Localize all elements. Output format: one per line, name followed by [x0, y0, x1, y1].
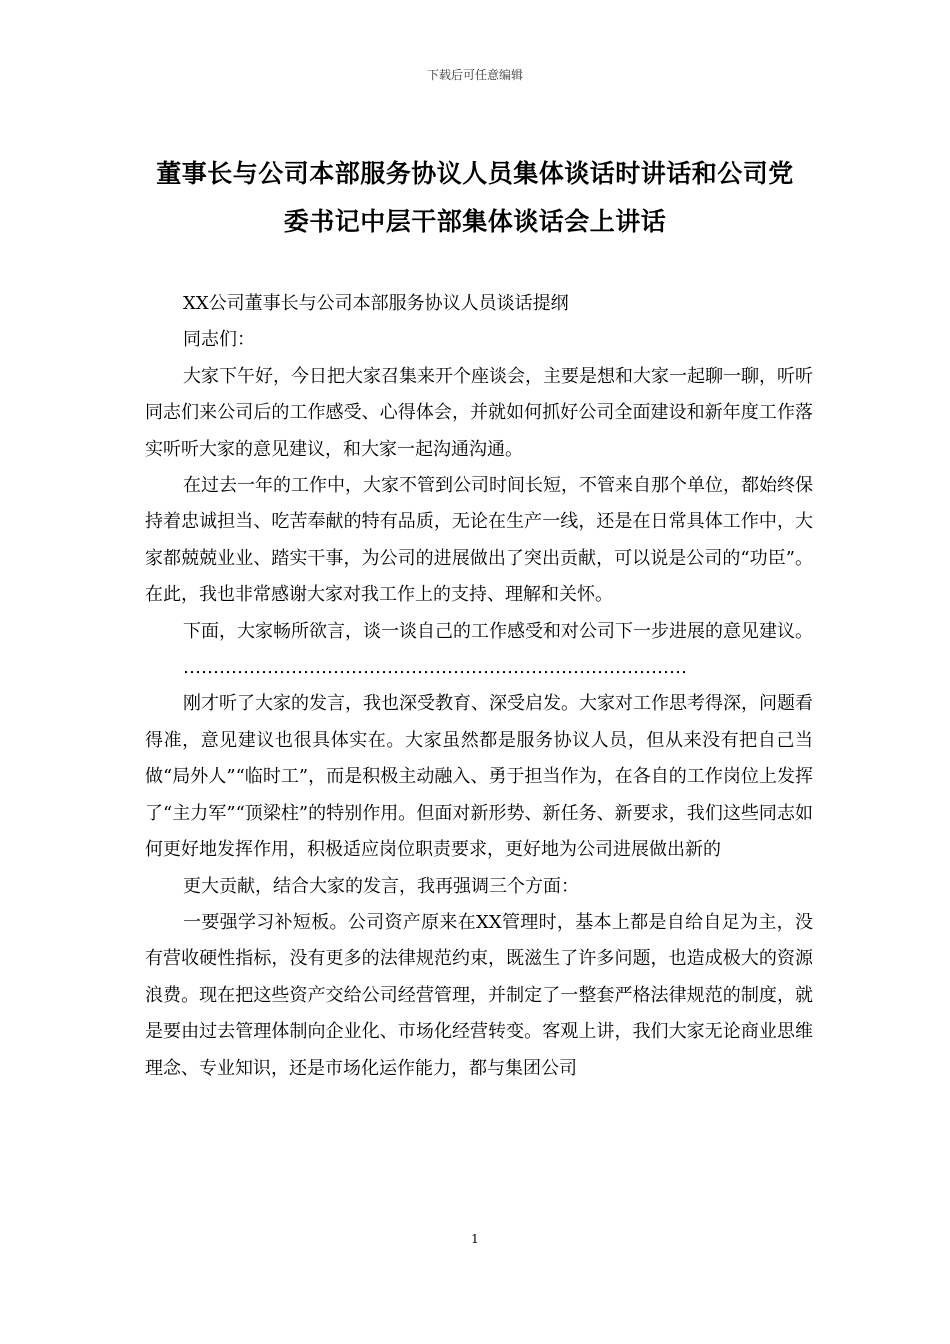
paragraph: 更大贡献，结合大家的发言，我再强调三个方面：: [183, 875, 579, 897]
paragraph-salutation: 同志们：: [183, 329, 255, 351]
paragraph-outline-heading: XX公司董事长与公司本部服务协议人员谈话提纲: [183, 293, 569, 314]
paragraph: 在过去一年的工作中，大家不管到公司时间长短，不管来自那个单位，都始终保持着忠诚担当、吃苦奉献的特有品质，无论在生产一线，还是在日常具体工作中，大家都兢兢业业、踏实干事，为公司的进展做出了突出贡献，可以说是公司的“功臣”。在此，我也非常感谢大家对我工作上的支持、理解和关怀。: [145, 475, 813, 606]
page-header-note: 下载后可任意编辑: [426, 68, 523, 82]
document-body: [145, 286, 813, 1087]
ellipsis-separator: …………………………………………………………………………: [183, 657, 687, 679]
page-number: 1: [471, 1232, 479, 1246]
document-title-line-1: 董事长与公司本部服务协议人员集体谈话时讲话和公司党: [156, 159, 794, 188]
paragraph: 一要强学习补短板。公司资产原来在XX管理时，基本上都是自给自足为主，没有营收硬性指标，没有更多的法律规范约束，既滋生了许多问题，也造成极大的资源浪费。现在把这些资产交给公司经营管理，并制定了一整套严格法律规范的制度，就是要由过去管理体制向企业化、市场化经营转变。客观上讲，我们大家无论商业思维理念、专业知识，还是市场化运作能力，都与集团公司: [145, 911, 813, 1079]
document-title-line-2: 委书记中层干部集体谈话会上讲话: [283, 207, 667, 236]
paragraph: 下面，大家畅所欲言，谈一谈自己的工作感受和对公司下一步进展的意见建议。: [183, 620, 813, 642]
paragraph: 大家下午好，今日把大家召集来开个座谈会，主要是想和大家一起聊一聊，听听同志们来公司后的工作感受、心得体会，并就如何抓好公司全面建设和新年度工作落实听听大家的意见建议，和大家一起沟通沟通。: [145, 365, 813, 460]
paragraph: 刚才听了大家的发言，我也深受教育、深受启发。大家对工作思考得深，问题看得准，意见建议也很具体实在。大家虽然都是服务协议人员，但从来没有把自己当做“局外人”“临时工”，而是积极主动融入、勇于担当作为，在各自的工作岗位上发挥了“主力军”“顶梁柱”的特别作用。但面对新形势、新任务、新要求，我们这些同志如何更好地发挥作用，积极适应岗位职责要求，更好地为公司进展做出新的: [145, 693, 813, 861]
